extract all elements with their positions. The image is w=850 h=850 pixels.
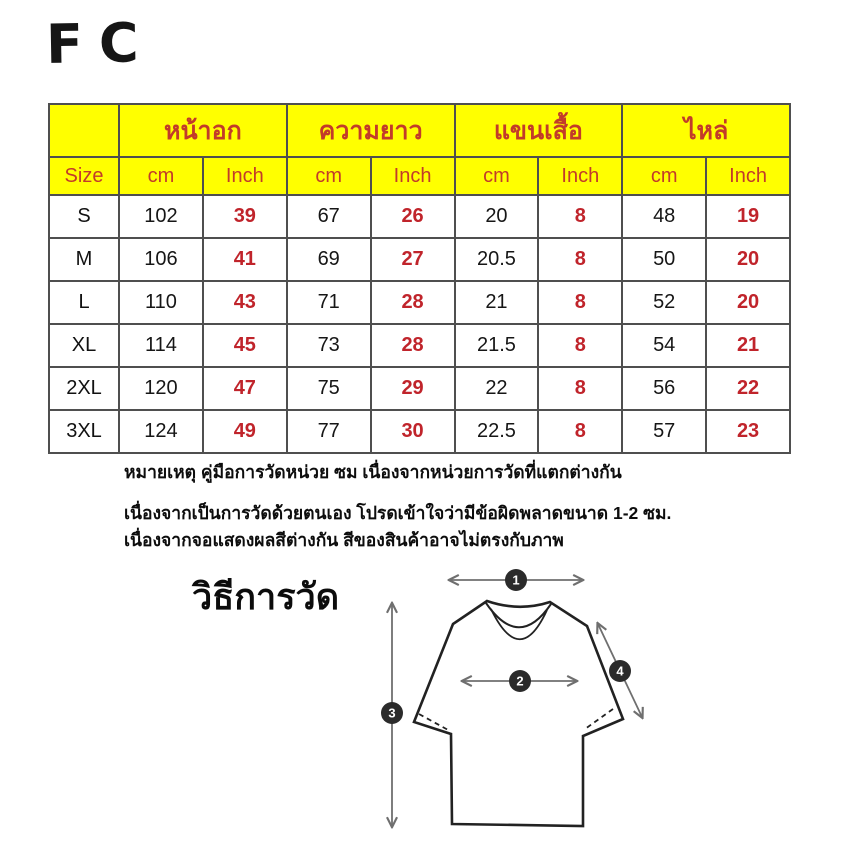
table-row xyxy=(49,367,790,410)
corner-cell xyxy=(49,104,119,157)
shoulder-cm: 48 xyxy=(622,195,706,238)
chest-cm: 106 xyxy=(119,238,203,281)
measure-label-1 xyxy=(505,569,527,591)
unit-header-inch: Inch xyxy=(203,157,287,195)
unit-header-inch: Inch xyxy=(371,157,455,195)
length-cm: 69 xyxy=(287,238,371,281)
chest-inch: 41 xyxy=(203,238,287,281)
chest-cm: 124 xyxy=(119,410,203,453)
shoulder-inch: 20 xyxy=(706,238,790,281)
shoulder-cm: 54 xyxy=(622,324,706,367)
chest-cm: 102 xyxy=(119,195,203,238)
length-cm: 75 xyxy=(287,367,371,410)
svg-text:1: 1 xyxy=(512,572,520,588)
chest-cm: 114 xyxy=(119,324,203,367)
collar-inner-line xyxy=(491,609,547,639)
sleeve-cm: 20.5 xyxy=(455,238,539,281)
size-label: L xyxy=(49,281,119,324)
sleeve-inch: 8 xyxy=(538,367,622,410)
sleeve-cm: 21.5 xyxy=(455,324,539,367)
size-label: 3XL xyxy=(49,410,119,453)
unit-header-inch: Inch xyxy=(538,157,622,195)
shoulder-cm: 57 xyxy=(622,410,706,453)
chest-cm: 110 xyxy=(119,281,203,324)
table-row xyxy=(49,238,790,281)
length-cm: 73 xyxy=(287,324,371,367)
svg-text:3: 3 xyxy=(388,705,396,721)
shoulder-inch: 23 xyxy=(706,410,790,453)
note-tolerance: เนื่องจากเป็นการวัดด้วยตนเอง โปรดเข้าใจว่ามีข้อผิดพลาดขนาด 1-2 ซม. xyxy=(124,503,672,523)
note-color: เนื่องจากจอแสดงผลสีต่างกัน สีของสินค้าอาจไม่ตรงกับภาพ xyxy=(124,530,564,550)
measure-label-2 xyxy=(509,670,531,692)
sleeve-inch: 8 xyxy=(538,238,622,281)
unit-header-cm: cm xyxy=(119,157,203,195)
size-column-header: Size xyxy=(49,157,119,195)
chest-inch: 47 xyxy=(203,367,287,410)
length-inch: 27 xyxy=(371,238,455,281)
table-row xyxy=(49,324,790,367)
length-cm: 71 xyxy=(287,281,371,324)
table-unit-header-row xyxy=(49,157,790,195)
size-label: 2XL xyxy=(49,367,119,410)
measure-label-4 xyxy=(609,660,631,682)
size-label: M xyxy=(49,238,119,281)
group-header-sleeve: แขนเสื้อ xyxy=(455,104,623,157)
size-label: S xyxy=(49,195,119,238)
table-group-header-row xyxy=(49,104,790,157)
shoulder-cm: 52 xyxy=(622,281,706,324)
group-header-shoulder: ไหล่ xyxy=(622,104,790,157)
measure-arrows xyxy=(392,580,642,826)
chest-cm: 120 xyxy=(119,367,203,410)
sleeve-inch: 8 xyxy=(538,324,622,367)
table-row xyxy=(49,195,790,238)
length-inch: 26 xyxy=(371,195,455,238)
size-label: XL xyxy=(49,324,119,367)
sleeve-cm: 22.5 xyxy=(455,410,539,453)
note-measure-unit: หมายเหตุ คู่มือการวัดหน่วย ซม เนื่องจากหน่วยการวัดที่แตกต่างกัน xyxy=(124,462,622,482)
chest-inch: 43 xyxy=(203,281,287,324)
shoulder-cm: 56 xyxy=(622,367,706,410)
svg-text:2: 2 xyxy=(516,673,524,689)
shoulder-inch: 19 xyxy=(706,195,790,238)
length-inch: 28 xyxy=(371,324,455,367)
chest-inch: 49 xyxy=(203,410,287,453)
sleeve-cm: 21 xyxy=(455,281,539,324)
sleeve-inch: 8 xyxy=(538,410,622,453)
measure-label-3 xyxy=(381,702,403,724)
measure-method-heading: วิธีการวัด xyxy=(192,576,340,617)
svg-text:4: 4 xyxy=(616,663,624,679)
length-inch: 28 xyxy=(371,281,455,324)
size-table xyxy=(48,103,791,454)
shoulder-inch: 22 xyxy=(706,367,790,410)
sleeve-inch: 8 xyxy=(538,195,622,238)
unit-header-cm: cm xyxy=(287,157,371,195)
sleeve-inch: 8 xyxy=(538,281,622,324)
length-inch: 29 xyxy=(371,367,455,410)
sleeve-cm: 20 xyxy=(455,195,539,238)
brand-logo: FC xyxy=(45,11,156,76)
shoulder-inch: 20 xyxy=(706,281,790,324)
sleeve-cm: 22 xyxy=(455,367,539,410)
table-row xyxy=(49,410,790,453)
length-inch: 30 xyxy=(371,410,455,453)
tshirt-measure-diagram xyxy=(350,550,700,850)
unit-header-cm: cm xyxy=(455,157,539,195)
unit-header-inch: Inch xyxy=(706,157,790,195)
group-header-chest: หน้าอก xyxy=(119,104,287,157)
length-cm: 67 xyxy=(287,195,371,238)
size-table-container xyxy=(48,103,791,454)
chest-inch: 45 xyxy=(203,324,287,367)
length-cm: 77 xyxy=(287,410,371,453)
unit-header-cm: cm xyxy=(622,157,706,195)
group-header-length: ความยาว xyxy=(287,104,455,157)
chest-inch: 39 xyxy=(203,195,287,238)
tshirt-outline xyxy=(414,601,623,826)
shoulder-cm: 50 xyxy=(622,238,706,281)
table-row xyxy=(49,281,790,324)
shoulder-inch: 21 xyxy=(706,324,790,367)
